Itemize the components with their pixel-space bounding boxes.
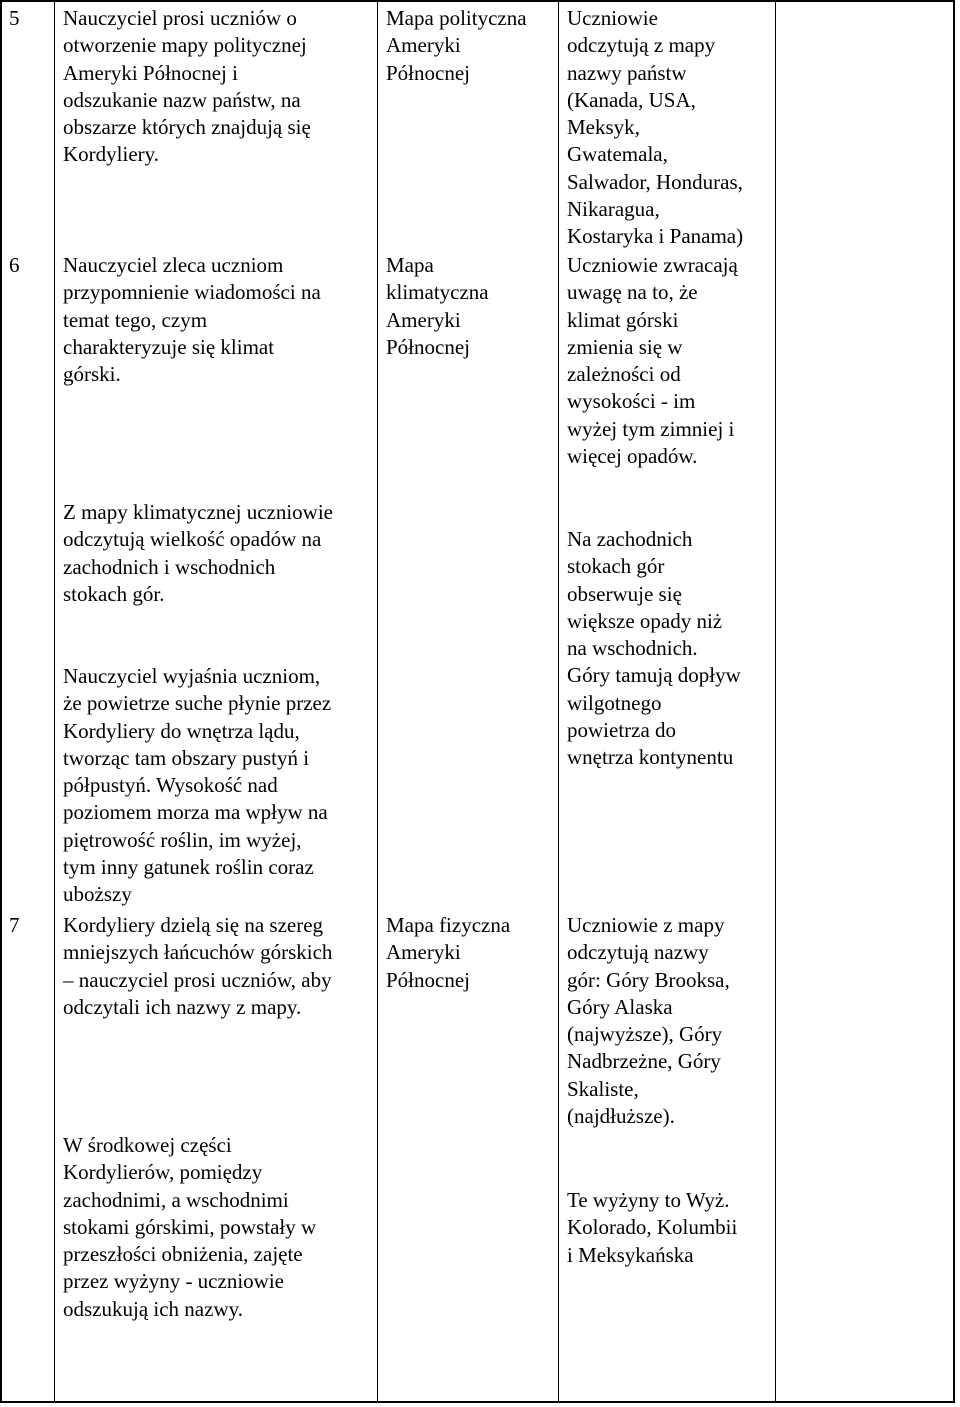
activity-cell: Nauczyciel zleca uczniom przypomnienie wiadomości na temat tego, czym charakteryzuje się klimat górski. <box>63 253 321 387</box>
activity-cell: W środkowej części Kordylierów, pomiędzy zachodnimi, a wschodnimi stokami górskimi, powstały w przeszłości obniżenia, zajęte przez wyżyny - uczniowie odszukują ich nazwy. <box>63 1133 317 1321</box>
column-divider <box>558 0 559 1403</box>
column-divider <box>377 0 378 1403</box>
outcome-cell: Na zachodnich stokach gór obserwuje się większe opady niż na wschodnich. Góry tamują dopływ wilgotnego powietrza do wnętrza kontynentu <box>567 527 741 770</box>
outcome-cell: Uczniowie z mapy odczytują nazwy gór: Góry Brooksa, Góry Alaska (najwyższe), Góry Nadbrzeżne, Góry Skaliste, (najdłuższe). <box>567 913 730 1129</box>
teaching-aid-cell: Mapa klimatyczna Ameryki Północnej <box>386 253 489 359</box>
outcome-cell: Uczniowie odczytują z mapy nazwy państw (Kanada, USA, Meksyk, Gwatemala, Salwador, Honduras, Nikaragua, Kostaryka i Panama) <box>567 6 744 249</box>
outcome-cell: Uczniowie zwracają uwagę na to, że klimat górski zmienia się w zależności od wysokości - im wyżej tym zimniej i więcej opadów. <box>567 253 738 469</box>
row-number: 7 <box>9 913 20 937</box>
activity-cell: Nauczyciel wyjaśnia uczniom, że powietrze suche płynie przez Kordyliery do wnętrza lądu, tworząc tam obszary pustyń i półpustyń. Wysokość nad poziomem morza ma wpływ na piętrowość roślin, im wyżej, tym inny gatunek roślin coraz uboższy <box>63 664 332 907</box>
activity-cell: Nauczyciel prosi uczniów o otworzenie mapy politycznej Ameryki Północnej i odszukanie nazw państw, na obszarze których znajdują się Kordyliery. <box>63 6 311 167</box>
teaching-aid-cell: Mapa polityczna Ameryki Północnej <box>386 6 527 85</box>
column-divider <box>775 0 776 1403</box>
row-number: 6 <box>9 253 20 277</box>
row-number: 5 <box>9 6 20 30</box>
activity-cell: Z mapy klimatycznej uczniowie odczytują wielkość opadów na zachodnich i wschodnich stokach gór. <box>63 500 333 606</box>
activity-cell: Kordyliery dzielą się na szereg mniejszych łańcuchów górskich – nauczyciel prosi uczniów, aby odczytali ich nazwy z mapy. <box>63 913 333 1019</box>
outcome-cell: Te wyżyny to Wyż. Kolorado, Kolumbii i Meksykańska <box>567 1188 738 1267</box>
teaching-aid-cell: Mapa fizyczna Ameryki Północnej <box>386 913 511 992</box>
column-divider <box>54 0 55 1403</box>
